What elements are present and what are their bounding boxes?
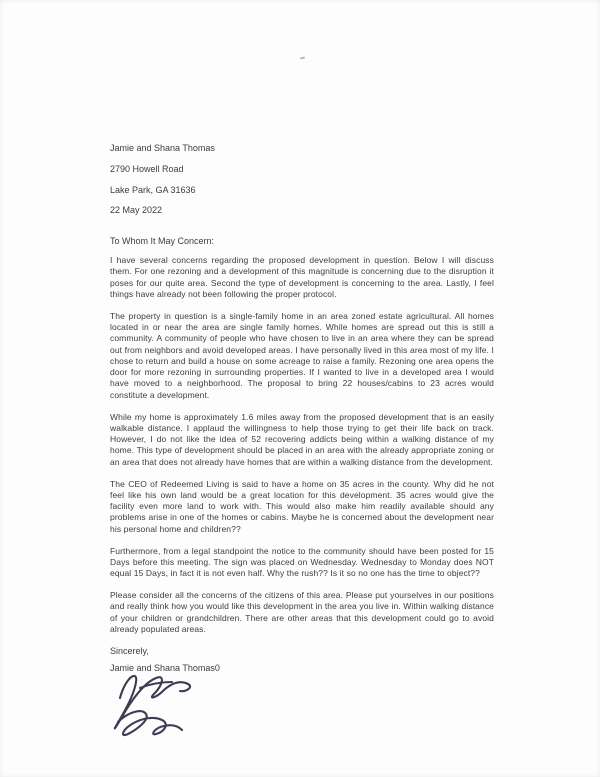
- letter-body: [110, 143, 494, 742]
- signature-printed-name: Jamie and Shana Thomas0: [110, 662, 220, 673]
- signature-ink-icon: [106, 664, 216, 742]
- signature-handwriting: [106, 664, 494, 742]
- paragraph-legal-notice: Furthermore, from a legal standpoint the notice to the community should have been posted for 15 Days before this meeting. The sign was placed on Wednesday. Wednesday to Monday does NOT equal 15 Days, in fact it is not even half. Why the rush?? Is it so no one has the time to object??: [110, 545, 494, 579]
- sender-name: Jamie and Shana Thomas: [110, 143, 215, 153]
- sender-block: [110, 143, 494, 217]
- sender-address-line2: Lake Park, GA 31636: [110, 184, 196, 195]
- salutation: To Whom It May Concern:: [110, 235, 215, 246]
- paragraph-ceo-land: The CEO of Redeemed Living is said to have a home on 35 acres in the county. Why did he not feel like his own land would be a great location for this development. 35 acres would give the facility even more land to work with. This would also make him readily available should any problems arise in one of the homes or cabins. Maybe he is concerned about the development near his personal home and children??: [110, 478, 494, 534]
- paragraph-property-zoning: The property in question is a single-family home in an area zoned estate agricultural. All homes located in or near the area are single family homes. While homes are spread out this is still a community. A community of people who have chosen to live in an area where they can be spread out from neighbors and avoid developed areas. I have personally lived in this area most of my life. I chose to return and build a house on some acreage to raise a family. Rezoning one area opens the door for more rezoning in surrounding properties. If I wanted to live in a developed area I would have moved to a neighborhood. The proposal to bring 22 houses/cabins to 23 acres would constitute a development.: [110, 310, 494, 400]
- sender-address-line1: 2790 Howell Road: [110, 163, 184, 174]
- paragraph-walking-distance: While my home is approximately 1.6 miles away from the proposed development that is an easily walkable distance. I applaud the willingness to help those trying to get their life back on track. However, I do not like the idea of 52 recovering addicts being within a walking distance of my home. This type of development should be placed in an area with the already appropriate zoning or an area that does not already have homes that are within a walking distance from the development.: [110, 411, 494, 467]
- closing-line: Sincerely,: [110, 645, 149, 656]
- paragraph-concerns-overview: I have several concerns regarding the proposed development in question. Below I will discuss them. For one rezoning and a development of this magnitude is concerning due to the disruption it poses for our quite area. Second the type of development is concerning to the area. Lastly, I feel things have already not been following the proper protocol.: [110, 254, 494, 299]
- letter-date: 22 May 2022: [110, 205, 163, 216]
- scan-artifact: [300, 57, 305, 60]
- paragraph-closing-appeal: Please consider all the concerns of the citizens of this area. Please put yourselves in our positions and really think how you would like this development in the area you live in. Within walking distance of your children or grandchildren. There are other areas that this development could go to avoid already populated areas.: [110, 589, 494, 634]
